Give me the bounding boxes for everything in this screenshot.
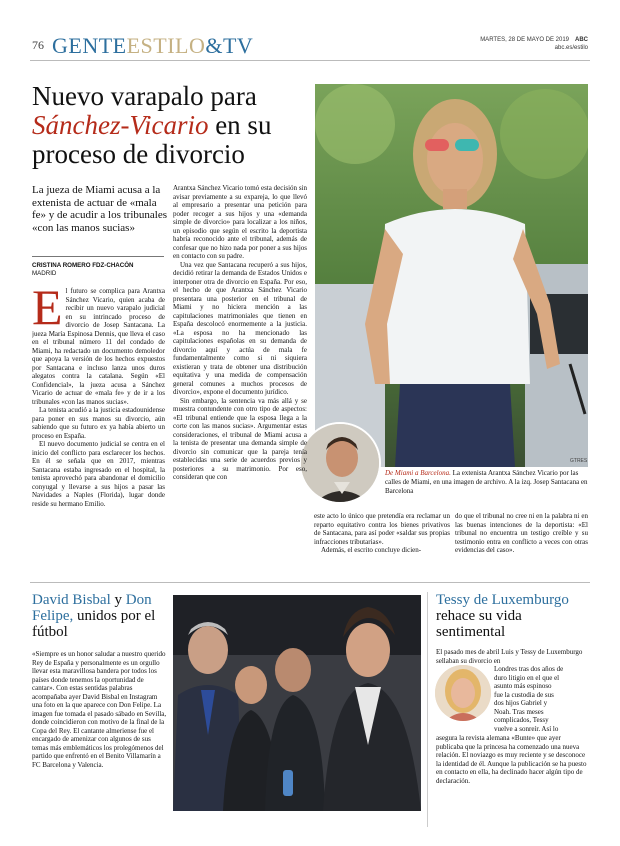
article-column-2 <box>173 184 307 573</box>
inset-illustration <box>301 424 381 504</box>
tessy-headline-rest: rehace su vida sentimental <box>436 608 522 640</box>
section-part-gente: GENTE <box>52 33 127 58</box>
bisbal-conj: y <box>114 592 122 608</box>
section-part-tv: &TV <box>205 33 254 58</box>
article-deck: La jueza de Miami acusa a la extenista de actuar de «mala fe» y de acudir a los tribunales «con las manos sucias» <box>32 184 168 234</box>
paragraph: asegura la revista alemana «Bunte» que ayer publicaba que la princesa ha comenzado una nueva relación. El noviazgo es muy reciente y se desconoce la identidad de él. Aunque la publicación se ha puesto en contacto en ella, ha declinado hacer algún tipo de declaración. <box>436 734 587 785</box>
paragraph <box>32 287 165 406</box>
inset-photo-santacana <box>299 422 381 504</box>
deck-rule <box>32 256 164 257</box>
issue-date <box>480 36 588 52</box>
story-divider <box>30 582 590 583</box>
paragraph: Sin embargo, la sentencia va más allá y se muestra contundente con otro tipo de aspectos: «El tribunal entiende que la esposa llega a la corte con las manos sucias». Argumentar estas consideraciones, el tribunal de Miami acusa a la tenista de presentar una demanda simple de divorcio sin comunicar que la pareja tenía establecidas una serie de acuerdos previos y posteriores a su matrimonio. Por eso, consideran que con <box>173 396 307 481</box>
paragraph-text: l futuro se complica para Arantxa Sánchez Vicario, quien acaba de recibir un nuevo varapalo judicial en su intrincado proceso de divorcio de Josep Santacana. La jueza María Espinosa Dennis, que lleva el caso en el tribunal número 11 del condado de Miami, ha redactado un documento demoledor que apoya la versión de los hechos expuestos por Santacana e incluso lanza unos duros alegatos contra la catalana. Según «El Confidencial», la jueza acusa a Sánchez Vicario de actuar de «mala fe» y de ir a los tribunales «con las manos sucias». <box>32 287 165 406</box>
text-line: complicados, Tessy <box>494 716 549 724</box>
bisbal-name: David Bisbal <box>32 592 111 608</box>
text-line: asunto más espinoso <box>494 682 552 690</box>
paragraph: Además, el escrito concluye dicien- <box>321 546 422 554</box>
photo-caption <box>385 469 588 496</box>
article-column-4 <box>455 512 588 573</box>
text-line: dos hijos Gabriel y <box>494 699 548 707</box>
tessy-body-wrap <box>494 665 589 733</box>
text-line: Londres tras dos años de <box>494 665 564 673</box>
headline-highlight: Sánchez-Vicario <box>32 110 209 140</box>
tessy-portrait <box>435 665 491 721</box>
tessy-illustration <box>435 665 491 721</box>
drop-cap: E <box>32 287 63 335</box>
paragraph: do que el tribunal no cree ni en la palabra ni en las buenas intenciones de la deportista: «El tribunal no encuentra un testigo creíble y su testimonio entra en conflicto a veces con otras evidencias del caso». <box>455 512 588 554</box>
section-url: abc.es/estilo <box>554 45 588 51</box>
tessy-body-top <box>436 648 589 665</box>
photo-illustration <box>173 595 421 811</box>
tessy-name: Tessy de Luxemburgo <box>436 592 569 608</box>
header-rule <box>30 60 590 61</box>
date-text: MARTES, 28 DE MAYO DE 2019 <box>480 37 569 43</box>
text-line: fue la custodia de sus <box>494 690 554 699</box>
felipe-name: Don Felipe, <box>32 592 152 624</box>
headline-part-2: en su proceso de divorcio <box>32 110 272 169</box>
article-column-3 <box>314 512 450 573</box>
photo-illustration <box>315 84 588 467</box>
article-column-1 <box>32 287 165 573</box>
text-line: vuelve a sonreír. Así lo <box>494 724 559 733</box>
bisbal-body <box>32 650 167 820</box>
column-rule <box>427 592 428 827</box>
paragraph: Arantxa Sánchez Vicario tomó esta decisión sin avisar previamente a su expareja, lo que llevó al empresario a presentar una petición para poder recoger a sus hijos y una «demanda simple de divorcio» para localizar a los niños, un episodio que según el escrito la deportista habría reconocido ante el tribunal, además de confesar que no hizo nada por poner a sus hijos en contacto con su padre. <box>173 184 307 260</box>
bisbal-headline <box>32 592 172 640</box>
bisbal-headline-rest: unidos por el fútbol <box>32 608 156 640</box>
paragraph: La tenista acudió a la justicia estadounidense para poner en sus manos su divorcio, aún sabiendo que su futuro ex ya había abierto un proceso en España. <box>32 406 165 440</box>
caption-lead: De Miami a Barcelona. <box>385 469 451 477</box>
author: CRISTINA ROMERO FDZ-CHACÓN <box>32 262 134 269</box>
tessy-headline <box>436 592 591 640</box>
photo-credit: GTRES <box>570 458 588 464</box>
paragraph: este acto lo único que pretendía era reclamar un reparto equitativo contra los bienes privativos de Santacana, para así poder «saldar sus propias infracciones tributarias». <box>314 512 450 546</box>
paragraph: El pasado mes de abril Luis y Tessy de Luxemburgo sellaban su divorcio en <box>436 648 583 665</box>
main-photo-arantxa <box>315 84 588 467</box>
tessy-body-bottom <box>436 734 589 824</box>
brand: ABC <box>575 37 588 43</box>
headline-part-1: Nuevo varapalo para <box>32 81 257 111</box>
dateline-city: MADRID <box>32 270 57 277</box>
text-line: duro litigio en el que el <box>494 673 560 682</box>
headline <box>32 82 312 169</box>
page-number: 76 <box>32 38 44 52</box>
paragraph: El nuevo documento judicial se centra en el inicio del conflicto para esclarecer los hechos. En él se señala que en 2017, mientras Santacana estaba ingresado en el hospital, la tenista aprovechó para abandonar el domicilio conyugal y llevarse a sus hijos a pasar las Navidades a Naples (Florida), lugar donde reside su hermano Emilio. <box>32 440 165 508</box>
paragraph: Una vez que Santacana recuperó a sus hijos, decidió retirar la demanda de Estados Unidos e interponer otra de divorcio en España. Por eso, el hecho de que Arantxa Sánchez Vicario presentara una posterior en el tribunal de Miami y no hiciera mención a las capitulaciones matrimoniales que tienen en España descolocó enormemente a la justicia. «La esposa no ha mencionado las capitulaciones españolas en su demanda de divorcio aquí y actúa de mala fe fundamentalmente como si ni siquiera existieran y trata de obtener una distribución equitativa y una medida de compensación general comunes a muchos procesos de divorcio», expone el documento jurídico. <box>173 260 307 396</box>
section-title <box>52 33 253 59</box>
paragraph: «Siempre es un honor saludar a nuestro querido Rey de España y personalmente es un orgullo llevar esta maravillosa bandera por todos los países donde tenemos la oportunidad de cantar». Con estas sentidas palabras acompañaba ayer David Bisbal en Instagram una foto en la que aparece con Don Felipe. La imagen fue tomada el pasado sábado en Sevilla, donde coincidieron con motivo de la final de la Copa del Rey. El cantante almeriense fue el encargado de amenizar con algunos de sus temas más emblemáticos los prolegómenos del partido que enfrentó en el Benito Villamarín a FC Barcelona y Valencia. <box>32 650 167 769</box>
section-part-estilo: ESTILO <box>126 33 206 58</box>
photo-bisbal-felipe <box>173 595 421 811</box>
text-line: Noah. Tras meses <box>494 707 544 716</box>
byline <box>32 262 172 278</box>
caption-text: La extenista Arantxa Sánchez Vicario por las calles de Miami, en una imagen de archivo. A la izq. Josep Santacana en Barcelona <box>385 469 588 495</box>
